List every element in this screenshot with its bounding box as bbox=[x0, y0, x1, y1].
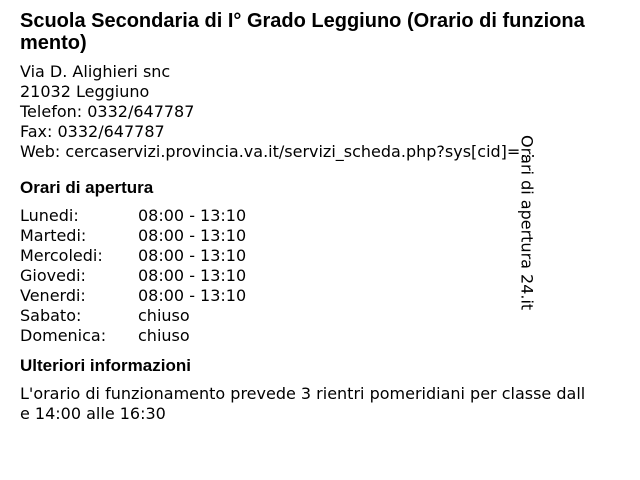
time-value: 08:00 - 13:10 bbox=[138, 206, 247, 225]
time-value: chiuso bbox=[138, 306, 190, 325]
address-block bbox=[20, 62, 590, 162]
day-label: Domenica: bbox=[20, 326, 107, 345]
hours-row-sunday bbox=[20, 326, 590, 346]
opening-hours-table bbox=[20, 206, 590, 346]
time-value: 08:00 - 13:10 bbox=[138, 226, 247, 245]
hours-row-monday bbox=[20, 206, 590, 226]
page-title: Scuola Secondaria di I° Grado Leggiuno (Orario di funzionamento) bbox=[20, 10, 585, 54]
day-label: Mercoledi: bbox=[20, 246, 103, 265]
time-value: 08:00 - 13:10 bbox=[138, 246, 247, 265]
brand-watermark: Orari di apertura 24.it bbox=[517, 135, 537, 311]
day-label: Lunedi: bbox=[20, 206, 79, 225]
additional-info-heading: Ulteriori informazioni bbox=[20, 356, 191, 375]
time-value: chiuso bbox=[138, 326, 190, 345]
time-value: 08:00 - 13:10 bbox=[138, 266, 247, 285]
day-label: Martedi: bbox=[20, 226, 87, 245]
website-link[interactable]: Web: cercaservizi.provincia.va.it/servizi_scheda.php?sys[cid]=... bbox=[20, 142, 536, 161]
hours-row-saturday bbox=[20, 306, 590, 326]
main-content bbox=[20, 10, 590, 424]
additional-info-text: L'orario di funzionamento prevede 3 rientri pomeridiani per classe dalle 14:00 alle 16:30 bbox=[20, 384, 586, 423]
fax-number: Fax: 0332/647787 bbox=[20, 122, 165, 141]
street-address: Via D. Alighieri snc bbox=[20, 62, 171, 81]
city-address: 21032 Leggiuno bbox=[20, 82, 150, 101]
day-label: Venerdi: bbox=[20, 286, 86, 305]
opening-hours-heading: Orari di apertura bbox=[20, 178, 154, 197]
hours-row-thursday bbox=[20, 266, 590, 286]
hours-row-wednesday bbox=[20, 246, 590, 266]
day-label: Giovedi: bbox=[20, 266, 86, 285]
hours-row-friday bbox=[20, 286, 590, 306]
time-value: 08:00 - 13:10 bbox=[138, 286, 247, 305]
day-label: Sabato: bbox=[20, 306, 82, 325]
hours-row-tuesday bbox=[20, 226, 590, 246]
phone-number: Telefon: 0332/647787 bbox=[20, 102, 195, 121]
